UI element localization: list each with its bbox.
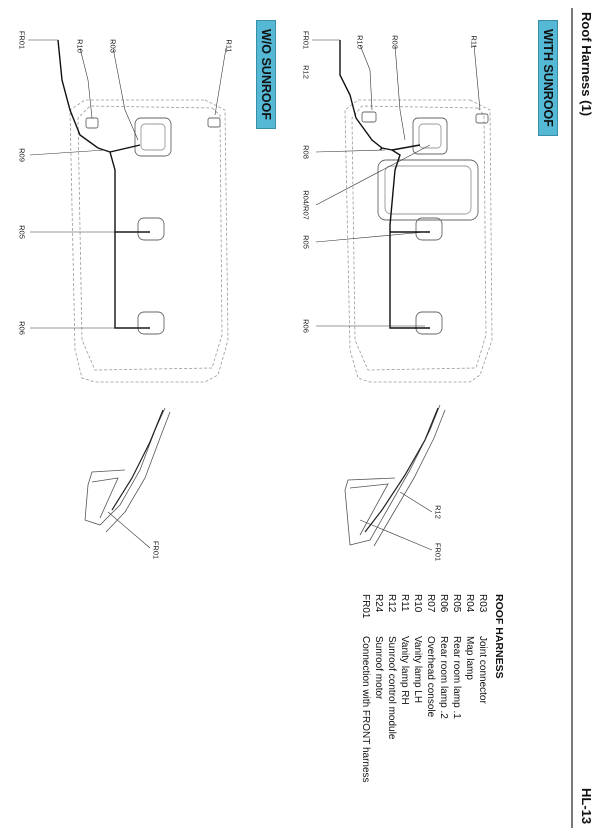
legend-desc-fr01: Connection with FRONT harness [360, 636, 371, 783]
legend-title: ROOF HARNESS [493, 594, 505, 679]
legend-code-r06: R06 [438, 594, 449, 613]
label-r04r07-top: R04/R07 [301, 190, 311, 220]
label-r12-pillar-top: R12 [433, 505, 443, 519]
section-with-sunroof: WITH SUNROOF [538, 20, 558, 136]
section-without-sunroof: W/O SUNROOF [256, 20, 276, 129]
page-number: HL-13 [579, 788, 594, 825]
label-r03-top: R03 [390, 35, 400, 49]
legend-desc-r12: Sunroof control module [386, 636, 397, 740]
label-r06-top: R06 [301, 319, 311, 333]
legend-desc-r05: Rear room lamp .1 [451, 636, 462, 719]
label-r05-top: R05 [301, 235, 311, 249]
legend-desc-r24: Sunroof motor [373, 636, 384, 700]
label-fr01-pillar-top: FR01 [433, 542, 443, 562]
label-r05-bottom: R05 [17, 225, 27, 239]
label-r11-top: R11 [469, 35, 479, 49]
legend-desc-r03: Joint connector [477, 636, 488, 704]
legend-desc-r07: Overhead console [425, 636, 436, 718]
label-r10-bottom: R10 [75, 39, 85, 53]
legend-desc-r11: Vanity lamp RH [399, 636, 410, 705]
legend-code-r10: R10 [412, 594, 423, 613]
label-r12-top: R12 [301, 65, 311, 79]
page-title: Roof Harness (1) [579, 12, 594, 117]
label-fr01-bottom: FR01 [17, 30, 27, 50]
label-r08-top: R08 [301, 145, 311, 159]
legend-desc-r04: Map lamp [464, 636, 475, 680]
legend-code-r11: R11 [399, 594, 410, 612]
legend-code-r07: R07 [425, 594, 436, 613]
legend-desc-r10: Vanity lamp LH [412, 636, 423, 704]
label-r11-bottom: R11 [224, 39, 234, 53]
legend-code-r03: R03 [477, 594, 488, 613]
label-fr01-pillar-bottom: FR01 [151, 540, 161, 560]
legend-code-r12: R12 [386, 594, 397, 613]
legend-code-r05: R05 [451, 594, 462, 613]
legend-code-r24: R24 [373, 594, 384, 613]
label-r06-bottom: R06 [17, 321, 27, 335]
legend-code-fr01: FR01 [360, 594, 371, 619]
legend-code-r04: R04 [464, 594, 475, 613]
label-fr01-top: FR01 [301, 30, 311, 50]
label-r10-top: R10 [355, 35, 365, 49]
label-r03-bottom: R03 [108, 39, 118, 53]
label-r09-bottom: R09 [17, 148, 27, 162]
legend-desc-r06: Rear room lamp .2 [438, 636, 449, 719]
